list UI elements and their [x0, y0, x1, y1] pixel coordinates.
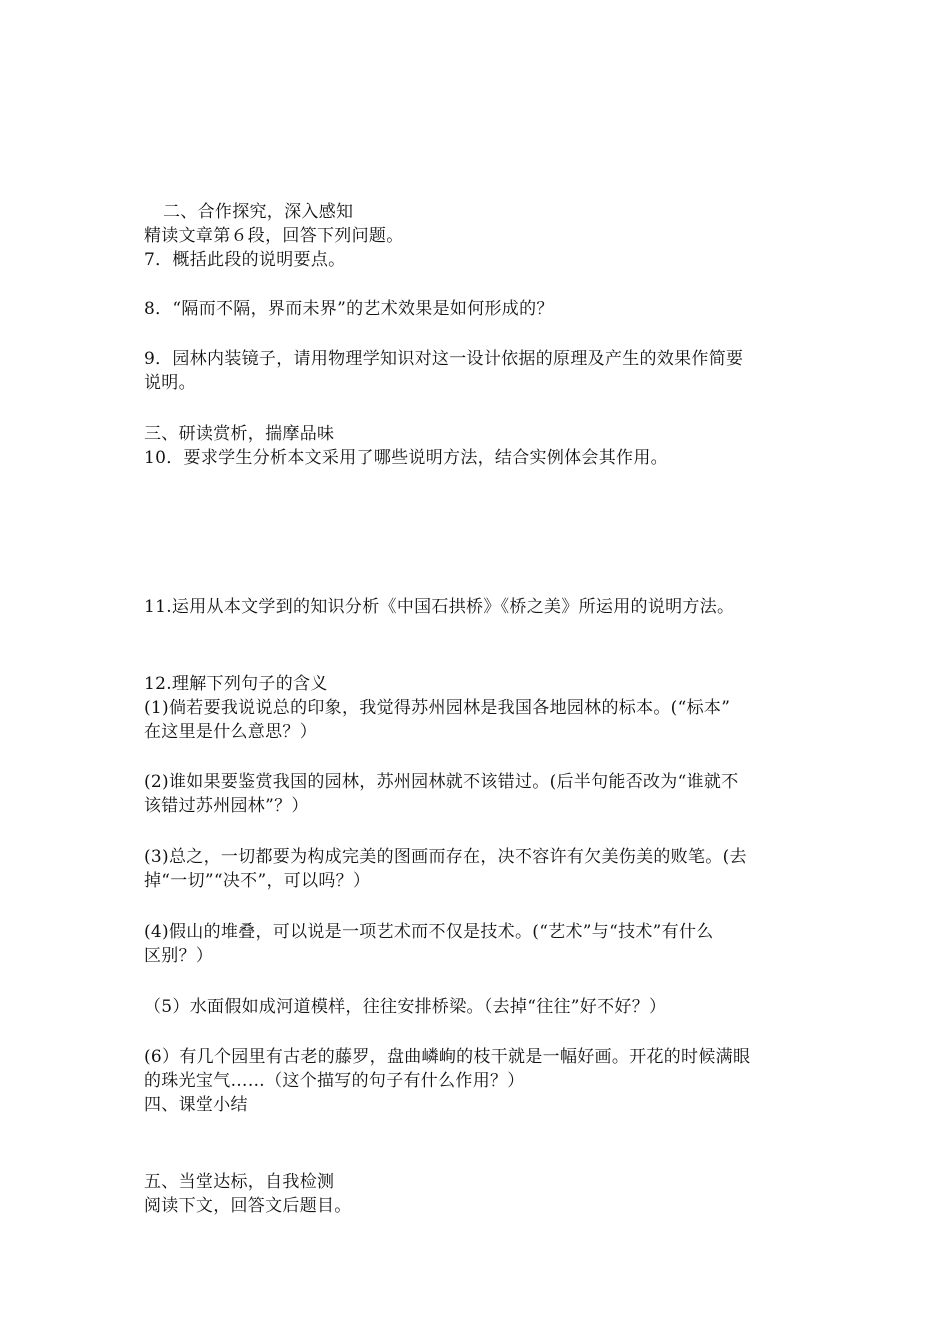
question-12-4-line-2: 区别？） — [144, 946, 214, 966]
section5-intro: 阅读下文，回答文后题目。 — [144, 1196, 352, 1216]
section5-heading: 五、当堂达标，自我检测 — [144, 1172, 335, 1192]
question-12-2-line-1: (2)谁如果要鉴赏我国的园林，苏州园林就不该错过。(后半句能否改为“谁就不 — [144, 772, 739, 792]
section4-heading: 四、课堂小结 — [144, 1095, 248, 1115]
question-8: 8．“隔而不隔，界而未界”的艺术效果是如何形成的？ — [144, 299, 554, 319]
question-12-5: （5）水面假如成河道模样，往往安排桥梁。（去掉“往往”好不好？） — [144, 997, 667, 1017]
section2-intro: 精读文章第６段，回答下列问题。 — [144, 226, 404, 246]
section3-heading: 三、研读赏析，揣摩品味 — [144, 424, 335, 444]
question-9-line-1: 9．园林内装镜子，请用物理学知识对这一设计依据的原理及产生的效果作简要 — [144, 349, 744, 369]
question-11: 11.运用从本文学到的知识分析《中国石拱桥》《桥之美》所运用的说明方法。 — [144, 597, 735, 617]
question-12-heading: 12.理解下列句子的含义 — [144, 674, 328, 694]
question-12-3-line-2: 掉“一切”“决不”，可以吗？） — [144, 871, 371, 891]
question-12-4-line-1: (4)假山的堆叠，可以说是一项艺术而不仅是技术。(“艺术”与“技术”有什么 — [144, 922, 714, 942]
section2-heading: 二、合作探究，深入感知 — [163, 202, 354, 222]
question-12-6-line-2: 的珠光宝气……（这个描写的句子有什么作用？） — [144, 1071, 525, 1091]
question-12-6-line-1: (6）有几个园里有古老的藤罗，盘曲嶙峋的枝干就是一幅好画。开花的时候满眼 — [144, 1047, 751, 1067]
question-7: 7．概括此段的说明要点。 — [144, 250, 346, 270]
question-12-1-line-1: (1)倘若要我说说总的印象，我觉得苏州园林是我国各地园林的标本。(“标本” — [144, 698, 731, 718]
question-9-line-2: 说明。 — [144, 373, 196, 393]
question-12-3-line-1: (3)总之，一切都要为构成完美的图画而存在，决不容许有欠美伤美的败笔。(去 — [144, 847, 747, 867]
question-12-2-line-2: 该错过苏州园林”？） — [144, 796, 309, 816]
question-12-1-line-2: 在这里是什么意思？） — [144, 722, 317, 742]
question-10: 10．要求学生分析本文采用了哪些说明方法，结合实例体会其作用。 — [144, 448, 668, 468]
